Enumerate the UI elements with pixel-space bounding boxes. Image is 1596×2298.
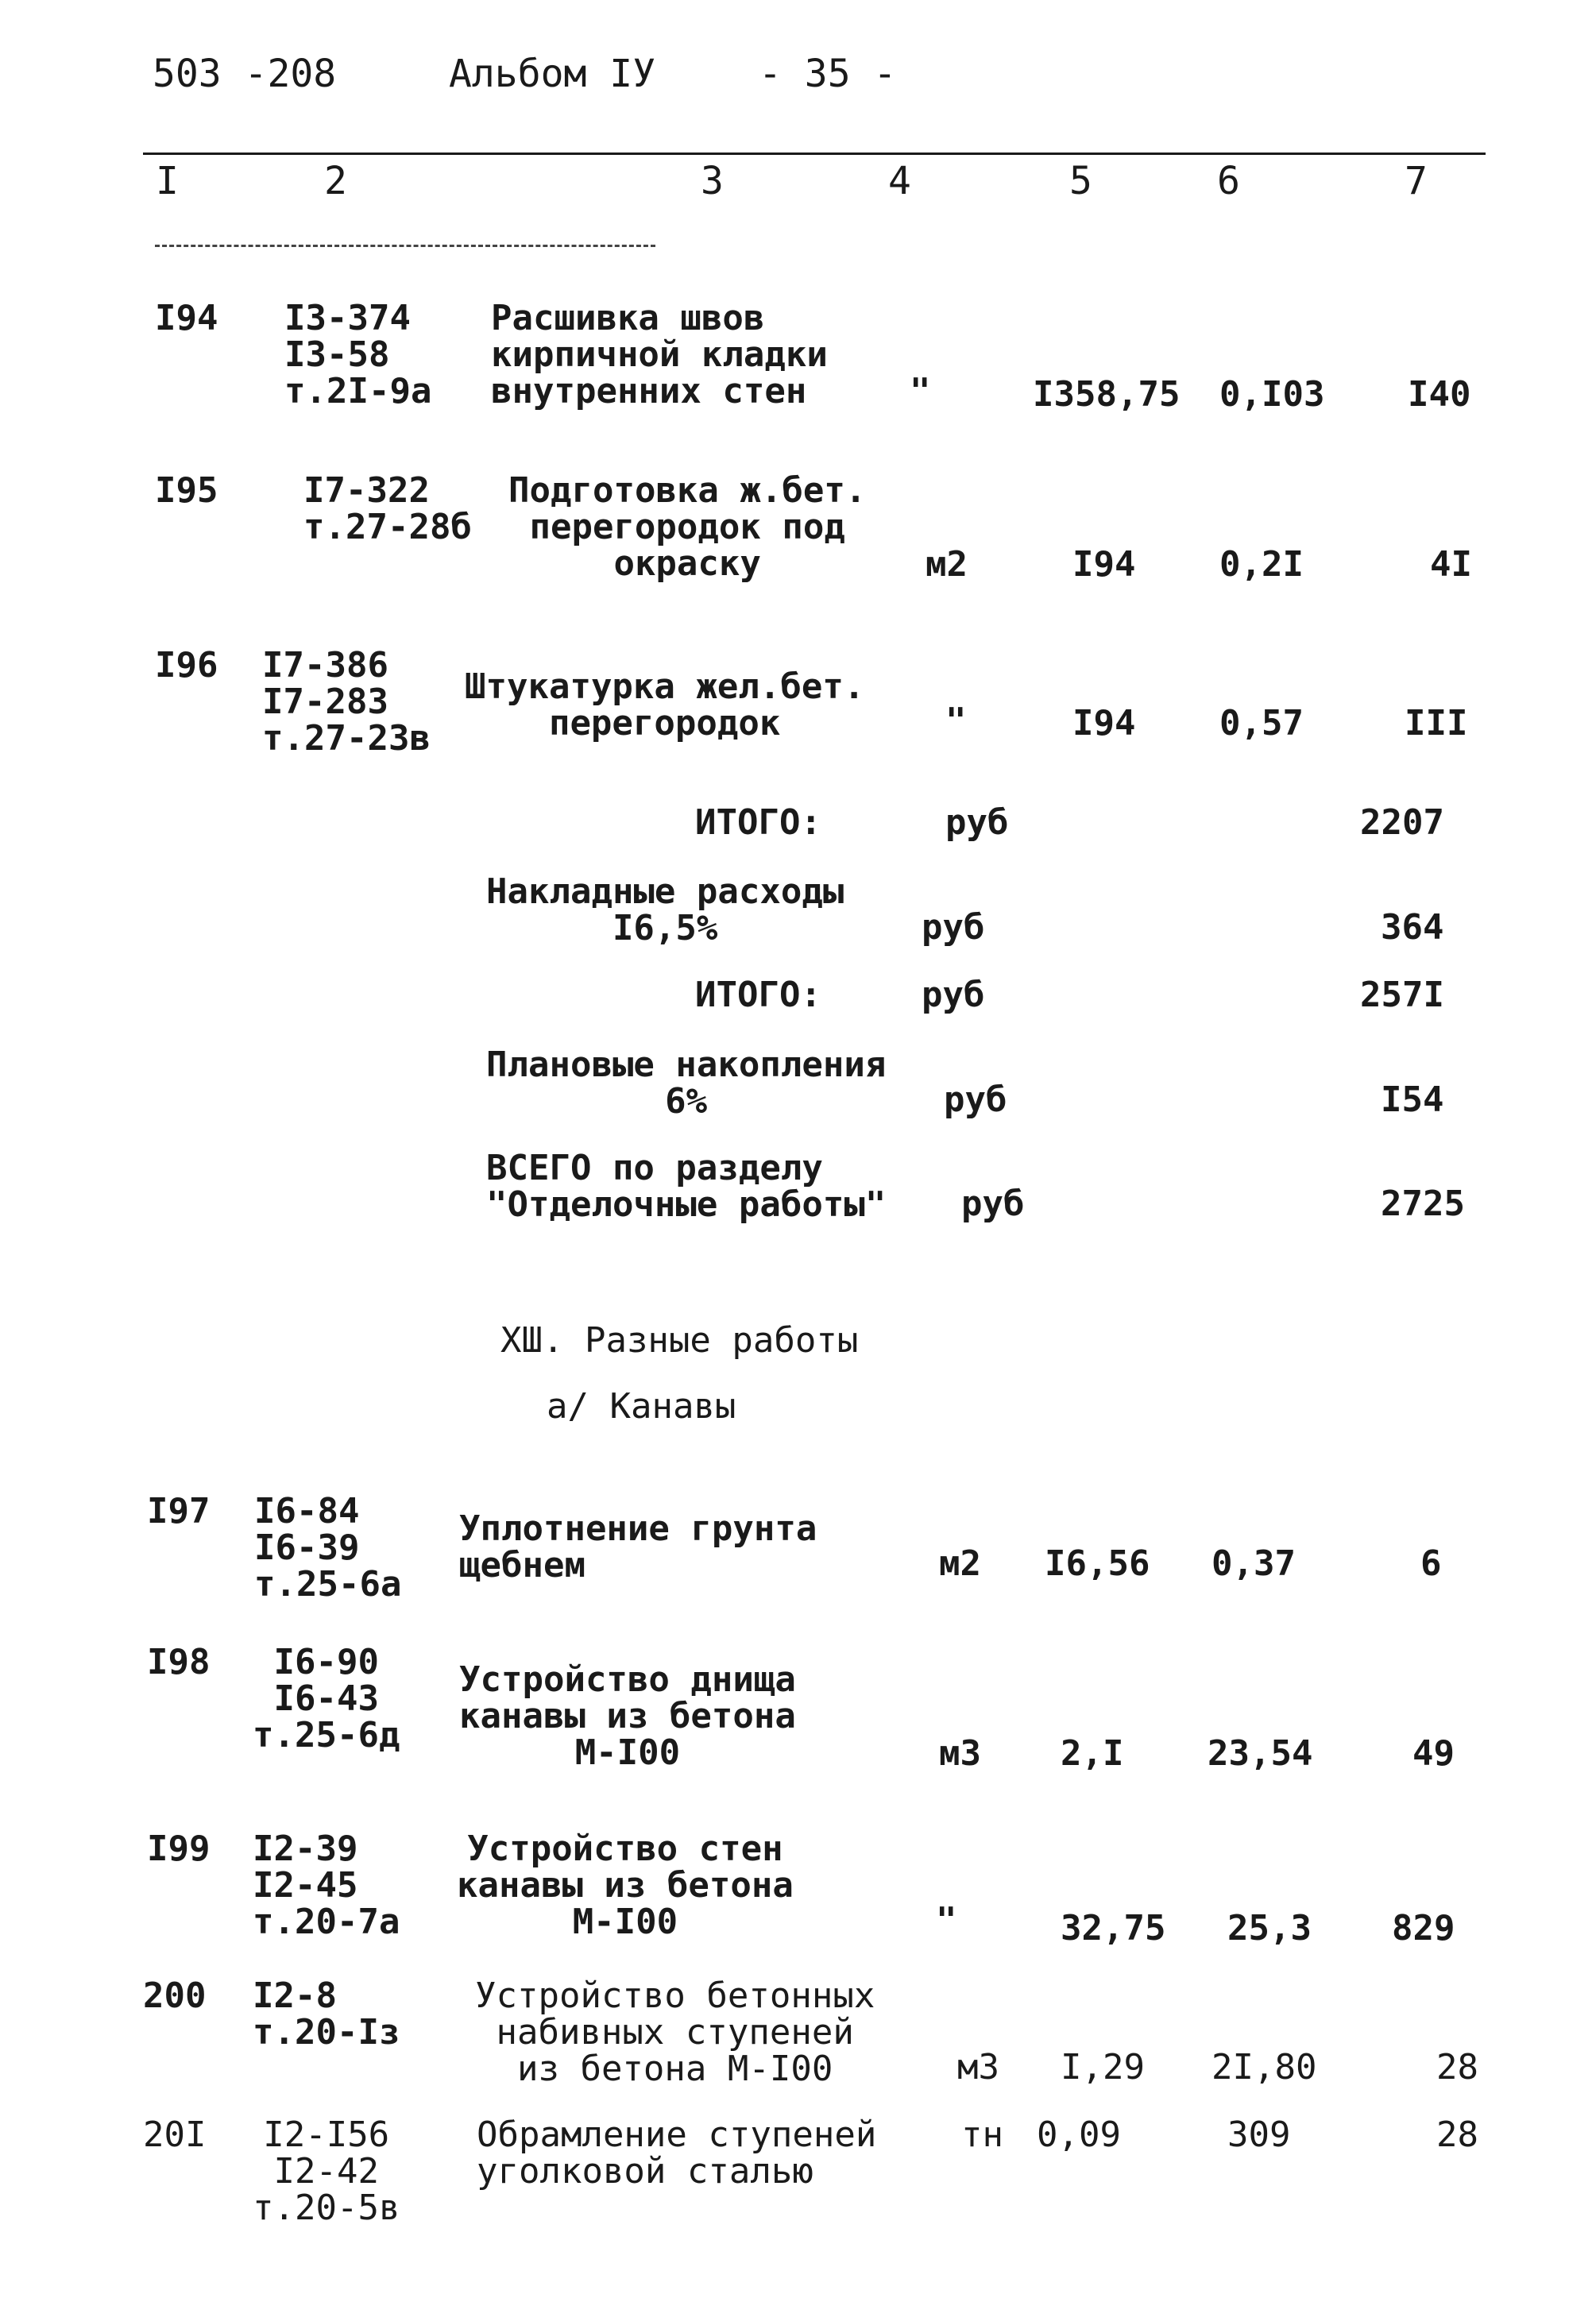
row-total: 28 <box>1436 2047 1478 2088</box>
row-quantity: I,29 <box>1061 2047 1145 2088</box>
row-quantity: 32,75 <box>1061 1908 1166 1948</box>
section-title: ХШ. Разные работы <box>500 1320 859 1361</box>
row-quantity: 0,09 <box>1037 2115 1121 2155</box>
overhead-label: Накладные расходы I6,5% <box>486 871 844 948</box>
row-number: 20I <box>143 2115 207 2155</box>
row-unit-price: 309 <box>1227 2115 1291 2155</box>
subtotal-value: 2207 <box>1360 802 1444 843</box>
row-codes: I2-I56 I2-42 т.20-5в <box>253 2115 400 2228</box>
col-header-1: I <box>156 159 179 203</box>
subtotal-2-label: ИТОГО: <box>695 975 821 1015</box>
header-rule <box>155 245 655 247</box>
row-unit-price: 0,57 <box>1219 703 1304 743</box>
row-codes: I7-386 I7-283 т.27-23в <box>262 645 431 759</box>
row-unit: " <box>936 1900 957 1941</box>
row-unit: м3 <box>939 1733 981 1774</box>
row-total: 6 <box>1420 1543 1442 1584</box>
row-description: Подготовка ж.бет. перегородок под окраску <box>508 470 867 584</box>
row-unit: тн <box>961 2115 1003 2155</box>
row-quantity: I94 <box>1072 703 1136 743</box>
series-number: 503 -208 <box>153 52 337 96</box>
row-codes: I7-322 т.27-28б <box>303 470 472 547</box>
row-unit-price: 0,37 <box>1211 1543 1296 1584</box>
row-unit-price: 0,2I <box>1219 544 1304 585</box>
row-unit: м2 <box>939 1543 981 1584</box>
row-number: I95 <box>155 470 218 511</box>
planned-savings-label: Плановые накопления 6% <box>486 1045 887 1122</box>
row-unit-price: 23,54 <box>1208 1733 1313 1774</box>
row-number: I99 <box>147 1829 211 1869</box>
col-header-7: 7 <box>1405 159 1428 203</box>
section-subtitle: а/ Канавы <box>547 1386 736 1427</box>
row-description: Обрамление ступеней уголковой сталью <box>477 2115 877 2192</box>
subtotal-label: ИТОГО: <box>695 802 821 843</box>
col-header-4: 4 <box>888 159 911 203</box>
row-description: Уплотнение грунта щебнем <box>459 1508 817 1585</box>
row-total: 28 <box>1436 2115 1478 2155</box>
row-unit: " <box>945 701 967 741</box>
subtotal-2-unit: руб <box>922 975 985 1015</box>
col-header-5: 5 <box>1069 159 1092 203</box>
section-total-label: ВСЕГО по разделу "Отделочные работы" <box>486 1148 887 1225</box>
row-unit-price: 2I,80 <box>1211 2047 1317 2088</box>
row-codes: I6-90 I6-43 т.25-6д <box>253 1642 400 1755</box>
row-codes: I2-39 I2-45 т.20-7а <box>253 1829 400 1942</box>
page-number: - 35 - <box>759 52 897 96</box>
row-total: III <box>1405 703 1468 743</box>
row-number: I96 <box>155 645 218 686</box>
row-description: Расшивка швов кирпичной кладки внутренних стен <box>491 298 828 411</box>
col-header-6: 6 <box>1217 159 1240 203</box>
row-codes: I3-374 I3-58 т.2I-9а <box>284 298 432 411</box>
album-label: Альбом IУ <box>449 52 656 96</box>
row-description: Штукатурка жел.бет. перегородок <box>465 666 865 743</box>
row-quantity: 2,I <box>1061 1733 1124 1774</box>
row-number: 200 <box>143 1976 207 2016</box>
row-description: Устройство стен канавы из бетона М-I00 <box>457 1829 794 1942</box>
row-unit: " <box>910 371 931 411</box>
row-codes: I6-84 I6-39 т.25-6а <box>254 1491 402 1605</box>
row-quantity: I94 <box>1072 544 1136 585</box>
planned-savings-value: I54 <box>1381 1079 1444 1120</box>
row-description: Устройство днища канавы из бетона М-I00 <box>459 1659 796 1773</box>
col-header-3: 3 <box>701 159 724 203</box>
row-unit-price: 25,3 <box>1227 1908 1312 1948</box>
row-unit-price: 0,I03 <box>1219 374 1325 415</box>
planned-savings-unit: руб <box>944 1079 1007 1120</box>
col-header-2: 2 <box>324 159 347 203</box>
row-total: 829 <box>1392 1908 1455 1948</box>
row-number: I94 <box>155 298 218 338</box>
row-description: Устройство бетонных набивных ступеней из бетона М-I00 <box>475 1976 875 2089</box>
subtotal-2-value: 257I <box>1360 975 1444 1015</box>
row-unit: м3 <box>957 2047 999 2088</box>
row-number: I97 <box>147 1491 211 1531</box>
row-total: 49 <box>1412 1733 1455 1774</box>
top-rule <box>143 153 1486 155</box>
subtotal-unit: руб <box>945 802 1009 843</box>
row-number: I98 <box>147 1642 211 1682</box>
row-codes: I2-8 т.20-Iз <box>253 1976 400 2053</box>
row-total: I40 <box>1408 374 1471 415</box>
overhead-value: 364 <box>1381 907 1444 948</box>
row-quantity: I358,75 <box>1033 374 1181 415</box>
section-total-value: 2725 <box>1381 1184 1465 1224</box>
overhead-unit: руб <box>922 907 985 948</box>
row-unit: м2 <box>926 544 968 585</box>
row-total: 4I <box>1430 544 1472 585</box>
row-quantity: I6,56 <box>1045 1543 1150 1584</box>
section-total-unit: руб <box>961 1184 1025 1224</box>
